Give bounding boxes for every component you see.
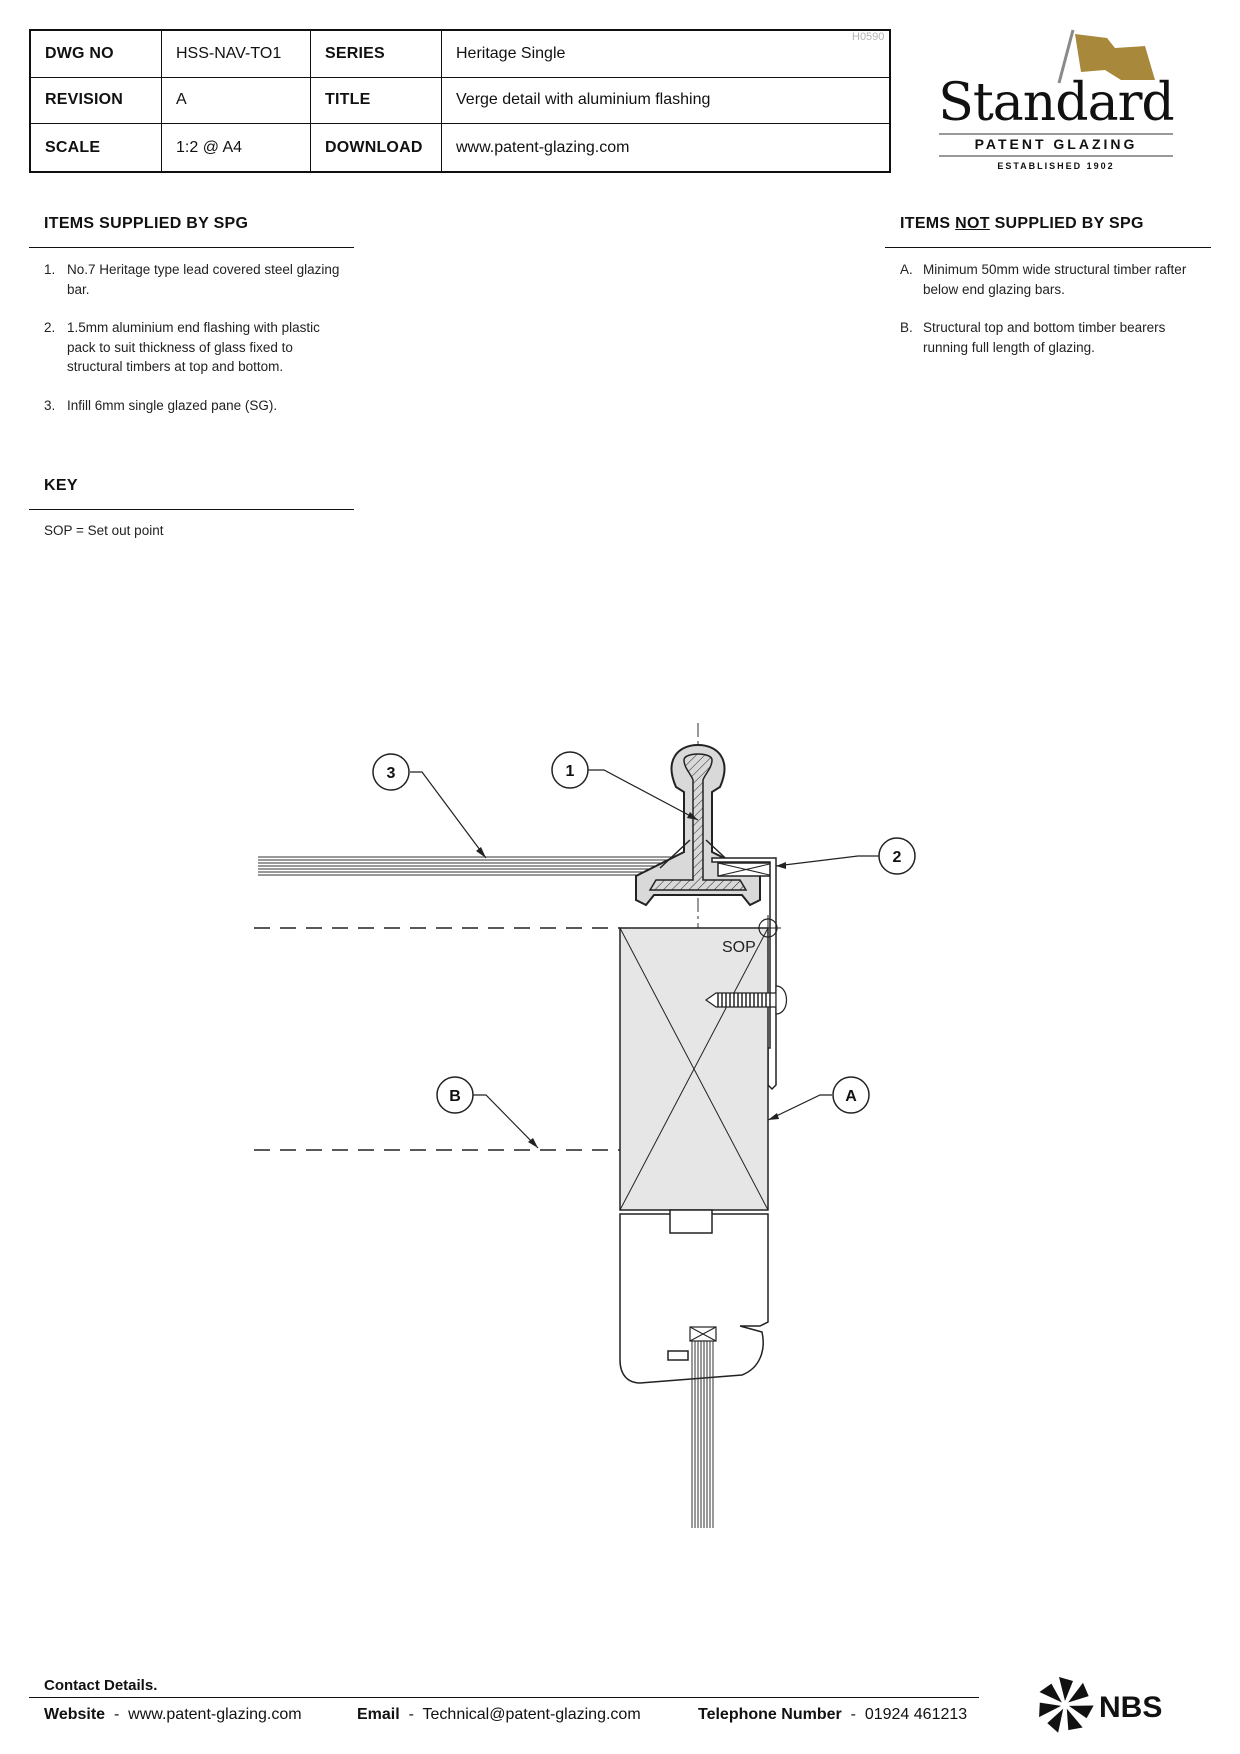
- contact-rule: [29, 1697, 979, 1698]
- nbs-text: NBS: [1099, 1691, 1163, 1724]
- not-supplied-rule: [885, 247, 1211, 248]
- series-cell: [442, 31, 889, 78]
- list-item: [900, 318, 1200, 357]
- callout-a-label: A: [845, 1088, 857, 1105]
- series-value: Heritage Single: [456, 44, 566, 62]
- standard-patent-glazing-logo: [935, 28, 1181, 178]
- scale-label-cell: [31, 124, 162, 171]
- callout-3-label: 3: [386, 765, 396, 782]
- heading-part: ITEMS: [900, 215, 956, 232]
- callout-1: [552, 752, 588, 788]
- key-rule: [29, 509, 354, 510]
- download-label-cell: [311, 124, 442, 171]
- title-block: [29, 29, 891, 173]
- title-label-cell: [311, 78, 442, 125]
- dwg-no-cell: [162, 31, 311, 78]
- supplied-rule: [29, 247, 354, 248]
- callout-3: [373, 754, 409, 790]
- list-item: [44, 260, 344, 299]
- logo-wordmark: Standard: [938, 73, 1174, 133]
- contact-phone: [698, 1706, 967, 1724]
- callout-2: [879, 838, 915, 874]
- glass-pane: [258, 857, 672, 875]
- heading-not-emphasis: NOT: [955, 215, 990, 232]
- item-marker: A.: [900, 262, 913, 277]
- item-text: No.7 Heritage type lead covered steel glazing bar.: [67, 262, 340, 297]
- series-label-cell: [311, 31, 442, 78]
- phone-separator: -: [850, 1706, 856, 1723]
- callout-b-label: B: [449, 1088, 461, 1105]
- title-cell: [442, 78, 889, 125]
- list-item: [900, 260, 1200, 299]
- logo-established: ESTABLISHED 1902: [997, 161, 1115, 171]
- revision-label-cell: [31, 78, 162, 125]
- not-supplied-heading: [900, 215, 1144, 233]
- list-item: [44, 396, 344, 416]
- supplied-list: [44, 260, 344, 434]
- supplied-heading: ITEMS SUPPLIED BY SPG: [44, 215, 249, 232]
- callout-b: [437, 1077, 473, 1113]
- callout-1-label: 1: [565, 763, 575, 780]
- heading-part: SUPPLIED BY SPG: [989, 215, 1144, 232]
- glazing-bar: [636, 745, 760, 905]
- website-link[interactable]: www.patent-glazing.com: [128, 1706, 302, 1723]
- item-text: 1.5mm aluminium end flashing with plastic pack to suit thickness of glass fixed to structural timbers at top and bottom.: [67, 320, 320, 374]
- logo-subtitle: PATENT GLAZING: [974, 136, 1138, 152]
- key-text: SOP = Set out point: [44, 523, 164, 538]
- dwg-no-label: DWG NO: [45, 44, 114, 62]
- title-value: Verge detail with aluminium flashing: [456, 91, 711, 109]
- list-item: [44, 318, 344, 377]
- contact-heading: Contact Details.: [44, 1677, 158, 1694]
- email-separator: -: [408, 1706, 414, 1723]
- download-link[interactable]: www.patent-glazing.com: [456, 138, 630, 156]
- reference-code: H0590: [852, 31, 885, 43]
- website-separator: -: [113, 1706, 120, 1723]
- not-supplied-list: [900, 260, 1200, 376]
- item-marker: 3.: [44, 397, 56, 413]
- item-text: Minimum 50mm wide structural timber rafter below end glazing bars.: [923, 262, 1187, 297]
- callout-2-label: 2: [892, 849, 902, 866]
- nbs-flower-icon: [1035, 1673, 1165, 1737]
- scale-label: SCALE: [45, 138, 101, 156]
- phone-number: 01924 461213: [864, 1706, 968, 1723]
- email-label: Email: [357, 1706, 400, 1723]
- callout-a: [833, 1077, 869, 1113]
- download-cell[interactable]: [442, 124, 889, 171]
- key-heading: KEY: [44, 477, 78, 494]
- logo-rule-top: [939, 133, 1173, 135]
- item-marker: B.: [900, 320, 913, 335]
- phone-label: Telephone Number: [698, 1706, 842, 1723]
- timber-rafter: [620, 928, 768, 1210]
- item-text: Structural top and bottom timber bearers running full length of glazing.: [923, 320, 1166, 355]
- scale-value: 1:2 @ A4: [176, 138, 243, 156]
- verge-detail-drawing: [240, 715, 960, 1545]
- logo-rule-bottom: [939, 155, 1173, 157]
- email-link[interactable]: Technical@patent-glazing.com: [422, 1706, 641, 1723]
- website-label: Website: [44, 1706, 106, 1723]
- sop-label: SOP: [722, 939, 756, 956]
- dwg-no-label-cell: [31, 31, 162, 78]
- dwg-no-value: HSS-NAV-TO1: [176, 44, 282, 62]
- contact-website: [44, 1706, 302, 1724]
- revision-label: REVISION: [45, 91, 124, 109]
- revision-value: A: [176, 91, 187, 109]
- series-label: SERIES: [325, 44, 385, 62]
- contact-email: [357, 1706, 641, 1724]
- timber-bearer: [620, 1210, 768, 1383]
- item-text: Infill 6mm single glazed pane (SG).: [67, 397, 278, 413]
- nbs-logo: [1035, 1673, 1165, 1737]
- revision-cell: [162, 78, 311, 125]
- item-marker: 2.: [44, 320, 56, 335]
- scale-cell: [162, 124, 311, 171]
- title-label: TITLE: [325, 91, 371, 109]
- download-label: DOWNLOAD: [325, 138, 423, 156]
- item-marker: 1.: [44, 262, 56, 277]
